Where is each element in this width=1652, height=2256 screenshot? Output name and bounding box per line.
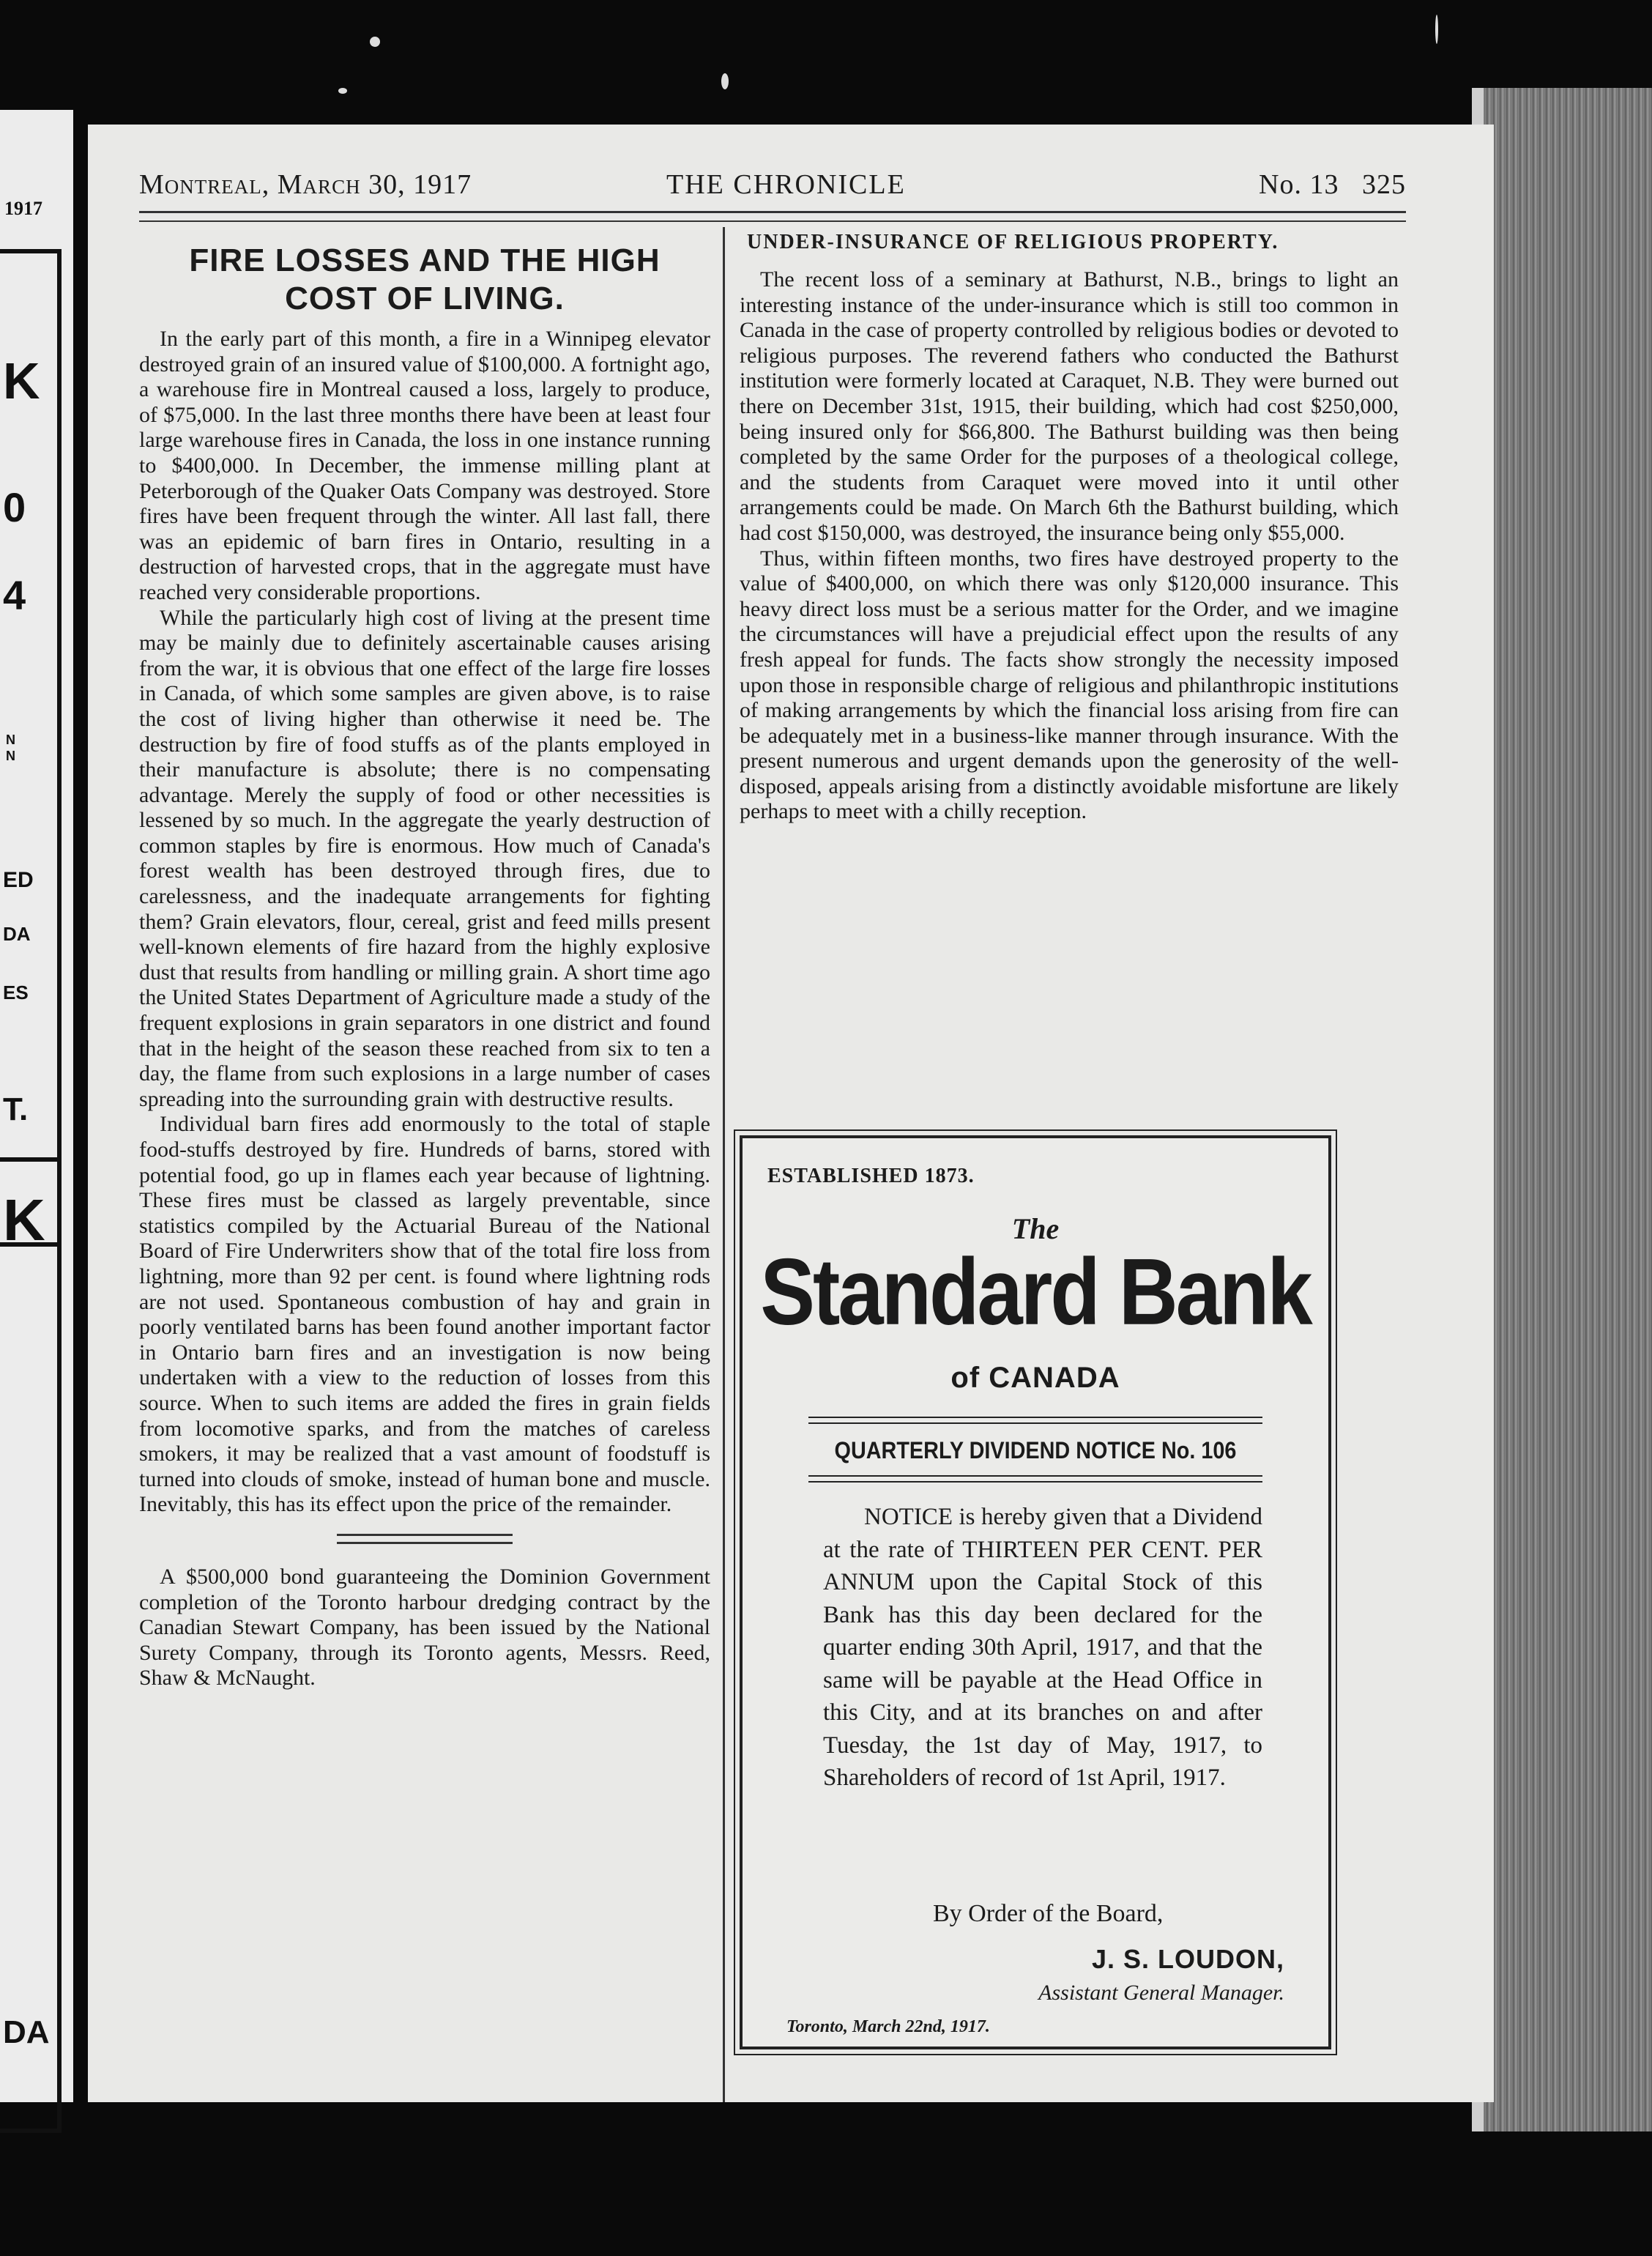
article-title: FIRE LOSSES AND THE HIGH COST OF LIVING.: [189, 242, 661, 316]
article-paragraph: While the particularly high cost of living at the present time may be mainly due to definitely ascertainable causes arising from the war, it is obvious that one effect of the large fire losses in Canada, of which some samples are given above, is to raise the cost of living higher than otherwise it need be. The destruction by fire of food stuffs as of the plants employed in their manufacture is absolute; there is no compensating advantage. Merely the supply of food or other necessities is lessened by so much. In the aggregate the yearly destruction of common staples by fire is enormous. How much of Canada's forest wealth has been destroyed through fires, due to carelessness, and the inadequate arrangements for fighting them? Grain elevators, flour, cereal, grist and feed mills present well-known elements of fire hazard from the highly explosive dust that results from handling or milling grain. A short time ago the United States Department of Agriculture made a study of the frequent explosions in grain separators in one district and found that in the height of the season these reached from six to ten a day, the flame from such explosions in a large number of cases spreading into the surrounding grain with destructive results.: [139, 605, 710, 1111]
header-journal-title: THE CHRONICLE: [666, 169, 906, 200]
prev-page-ad-frame: [0, 1157, 62, 2133]
ad-by-order: By Order of the Board,: [933, 1900, 1164, 1927]
ad-rule: [808, 1475, 1262, 1483]
speck: [721, 73, 729, 89]
ad-established: ESTABLISHED 1873.: [767, 1165, 975, 1187]
prev-page-fragment: DA: [3, 923, 31, 945]
running-head: [139, 168, 1406, 205]
prev-page-fragment: N: [6, 732, 15, 747]
prev-page-fragment: ED: [3, 868, 34, 892]
speck: [338, 88, 347, 94]
ad-dateline: Toronto, March 22nd, 1917.: [786, 2017, 990, 2036]
previous-page-edge: [0, 110, 73, 2102]
bank-advertisement: [740, 1135, 1331, 2049]
article-paragraph: Thus, within fifteen months, two fires have destroyed property to the value of $400,000, on which there was only $120,000 insurance. This heavy direct loss must be a serious matter for the Order, and we imagine the circumstances will have a prejudicial effect upon the results of any fresh appeal for funds. The facts show strongly the necessity imposed upon those in responsible charge of religious and philanthropic institutions of making arrangements by which the financial loss arising from fire can be adequately met in a business-like manner through insurance. With the present numerous and urgent demands upon the generosity of the well-disposed, appeals arising from a distinctly avoidable misfortune are likely perhaps to meet with a chilly reception.: [740, 546, 1399, 824]
prev-page-fragment: 4: [3, 572, 26, 618]
ad-rule: [808, 1417, 1262, 1424]
header-issue-page: No. 13 325: [1259, 169, 1406, 200]
prev-page-fragment: K: [3, 1187, 45, 1253]
article-paragraph: Individual barn fires add enormously to the total of staple food-stuffs destroyed by fire. Hundreds of barns, stored with potential food, go up in flames each year because of lightning. These fires must be classed as largely preventable, since statistics compiled by the Actuarial Bureau of the National Board of Fire Underwriters show that of the total fire loss from lightning, more than 92 per cent. is found where lightning rods are not used. Spontaneous combustion of hay and grain in poorly ventilated barns has been found another important factor in Ontario barn fires and an investigation is now being undertaken with a view to the reduction of losses from this source. When to such items are added the fires in grain fields from locomotive sparks, and from the matches of careless smokers, it may be realized that a vast amount of foodstuff is turned into clouds of smoke, instead of human bone and muscle. Inevitably, this has its effect upon the price of the remainder.: [139, 1112, 710, 1517]
article-title: UNDER-INSURANCE OF RELIGIOUS PROPERTY.: [747, 231, 1279, 253]
prev-page-fragment: N: [6, 749, 15, 763]
book-page-edges: [1472, 88, 1652, 2131]
header-place-date: Montreal, March 30, 1917: [139, 169, 472, 200]
section-separator: [337, 1534, 513, 1544]
article-paragraph: In the early part of this month, a fire in a Winnipeg elevator destroyed grain of an insured value of $100,000. A fortnight ago, a warehouse fire in Montreal caused a loss, largely to produce, of $75,000. In the last three months there have been at least four large warehouse fires in Canada, the loss in one instance running to $400,000. In December, the immense milling plant at Peterborough of the Quaker Oats Company was destroyed. Store fires have been frequent through the winter. All last fall, there was an epidemic of barn fires in Ontario, resulting in a destruction of harvested crops, that in the aggregate must have reached very considerable proportions.: [139, 327, 710, 604]
prev-page-fragment: K: [3, 352, 40, 409]
ad-of-canada: of CANADA: [950, 1362, 1120, 1394]
prev-page-fragment: DA: [3, 2014, 50, 2050]
column-divider: [723, 227, 725, 2102]
prev-page-fragment: ES: [3, 982, 29, 1003]
header-double-rule: [139, 211, 1406, 222]
speck: [1435, 15, 1438, 44]
ad-dividend-heading: QUARTERLY DIVIDEND NOTICE No. 106: [834, 1437, 1237, 1463]
journal-page: [88, 125, 1494, 2102]
bond-note-paragraph: A $500,000 bond guaranteeing the Dominion Government completion of the Toronto harbour dredging contract by the Canadian Stewart Company, has been issued by the National Surety Company, through its Toronto agents, Messrs. Reed, Shaw & McNaught.: [139, 1564, 710, 1691]
prev-page-fragment: 1917: [4, 198, 42, 219]
ad-signer-title: Assistant General Manager.: [1038, 1981, 1284, 2005]
ad-signer: J. S. LOUDON,: [1091, 1944, 1284, 1974]
article-paragraph: The recent loss of a seminary at Bathurst, N.B., brings to light an interesting instance of the under-insurance which is still too common in Canada in the case of property controlled by religious bodies or devoted to religious purposes. The reverend fathers who conducted the Bathurst institution were formerly located at Caraquet, N.B. They were burned out there on December 31st, 1915, their building, which had cost $250,000, being insured only for $66,800. The Bathurst building was then being completed by the same Order for the purposes of a theological college, and the students from Caraquet were moved into it until other arrangements could be made. On March 6th the Bathurst building, which had cost $150,000, was destroyed, the insurance being only $55,000.: [740, 267, 1399, 545]
ad-notice-text: NOTICE is hereby given that a Dividend at the rate of THIRTEEN PER CENT. PER ANNUM upon the Capital Stock of this Bank has this day been declared for the quarter ending 30th April, 1917, and that the same will be payable at the Head Office in this City, and at its branches on and after Tuesday, the 1st day of May, 1917, to Shareholders of record of 1st April, 1917.: [823, 1504, 1262, 1791]
left-column: [139, 234, 710, 1691]
prev-page-fragment: T.: [3, 1091, 29, 1127]
speck: [370, 37, 380, 47]
right-column: [740, 231, 1399, 825]
ad-bank-name: Standard Bank: [760, 1239, 1311, 1345]
prev-page-fragment: 0: [3, 484, 26, 530]
ad-the: The: [1011, 1212, 1060, 1245]
